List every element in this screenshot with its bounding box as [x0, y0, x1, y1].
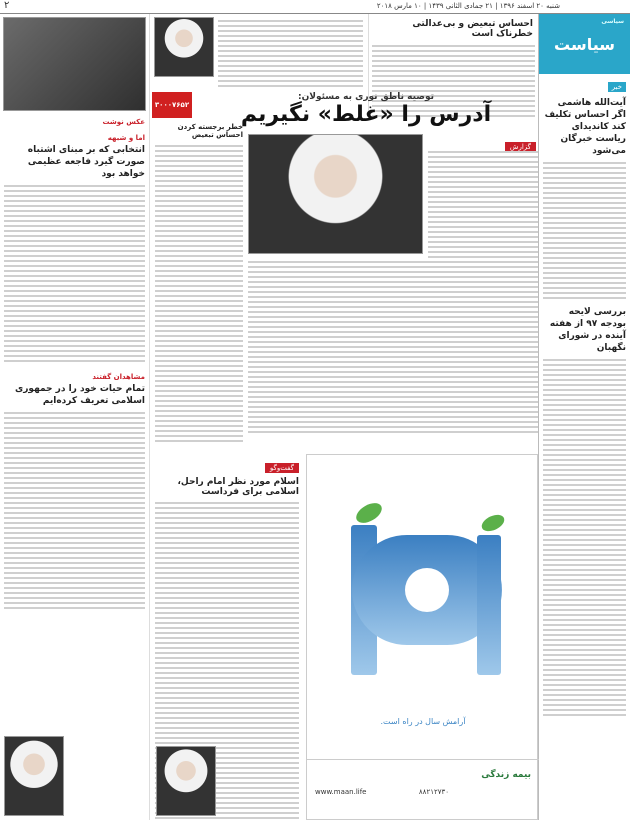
news-photo	[3, 17, 146, 111]
ad-logo-graphic	[337, 495, 509, 685]
sidebar-body-1	[539, 162, 630, 299]
section-small-label: سیاسی	[601, 18, 624, 25]
stamp-badge: ۳۰۰۰۷۶۵۲	[152, 92, 192, 118]
ad-footer	[307, 759, 539, 819]
ad-website[interactable]: www.maan.life	[315, 788, 367, 796]
top-left-photo-block	[0, 14, 150, 114]
headline-kicker: توصیه ناطق نوری به مسئولان:	[297, 92, 435, 102]
sidebar-headline-2[interactable]: بررسی لایحه بودجه ۹۷ از هفته آینده در شورای نگهبان	[549, 307, 626, 353]
section-label-3: مشاهدان گفتند	[92, 373, 145, 381]
sidebar-body-2	[539, 359, 630, 716]
bottom-left-photos	[0, 730, 150, 820]
ad-phone: ۸۸۲۱۲۷۳۰	[418, 788, 449, 796]
left-headline-2[interactable]: تمام حیات خود را در جمهوری اسلامی تعریف کرده‌ایم	[15, 384, 145, 406]
page-number: ۲	[4, 0, 10, 11]
main-content	[0, 14, 538, 820]
headline-title[interactable]: آدرس را «غلط» نگیریم	[240, 102, 492, 127]
news-tag: خبر	[608, 82, 626, 92]
insurance-advertisement[interactable]	[306, 454, 538, 820]
page-header	[0, 0, 630, 14]
main-headline	[196, 92, 536, 132]
top-right-title[interactable]: احساس تبعیض و بی‌عدالتی خطرناک است	[412, 19, 533, 39]
cleric-portrait	[154, 17, 214, 77]
interview-label: گفت‌وگو	[265, 463, 299, 473]
section-label-1: عکس نوشت	[102, 118, 145, 126]
left-headline-1[interactable]: انتخابی که بر مبنای اشتباه صورت گیرد فاجعه عظیمی خواهد بود	[27, 145, 145, 179]
interview-portrait	[156, 746, 216, 816]
section-brand	[539, 14, 630, 74]
section-title: سیاست	[554, 34, 615, 54]
lead-photo	[248, 134, 423, 254]
date-line: شنبه ۲۰ اسفند ۱۳۹۶ | ۲۱ جمادی الثانی ۱۴۳۹ | ۱۰ مارس ۲۰۱۸	[376, 2, 560, 10]
person-photo	[4, 736, 64, 816]
left-column	[0, 114, 150, 820]
mid-subheading: خطر برجسته کردن احساس تبعیض	[177, 123, 243, 139]
sidebar	[538, 14, 630, 820]
section-label-2: اما و شبهه	[107, 134, 145, 142]
ad-slogan: آرامش سال در راه است.	[380, 717, 466, 726]
sidebar-headline-1[interactable]: آیت‌الله هاشمی اگر احساس تکلیف کند کاندیدای ریاست خبرگان می‌شود	[544, 98, 626, 156]
below-photo-body	[248, 258, 538, 448]
interview-title[interactable]: اسلام مورد نظر امام راحل، اسلامی برای فرداست	[177, 477, 299, 497]
interview-column	[152, 452, 302, 820]
report-label: گزارش	[505, 142, 536, 152]
middle-column	[152, 120, 246, 450]
ad-brand: بیمه زندگی	[481, 770, 531, 780]
